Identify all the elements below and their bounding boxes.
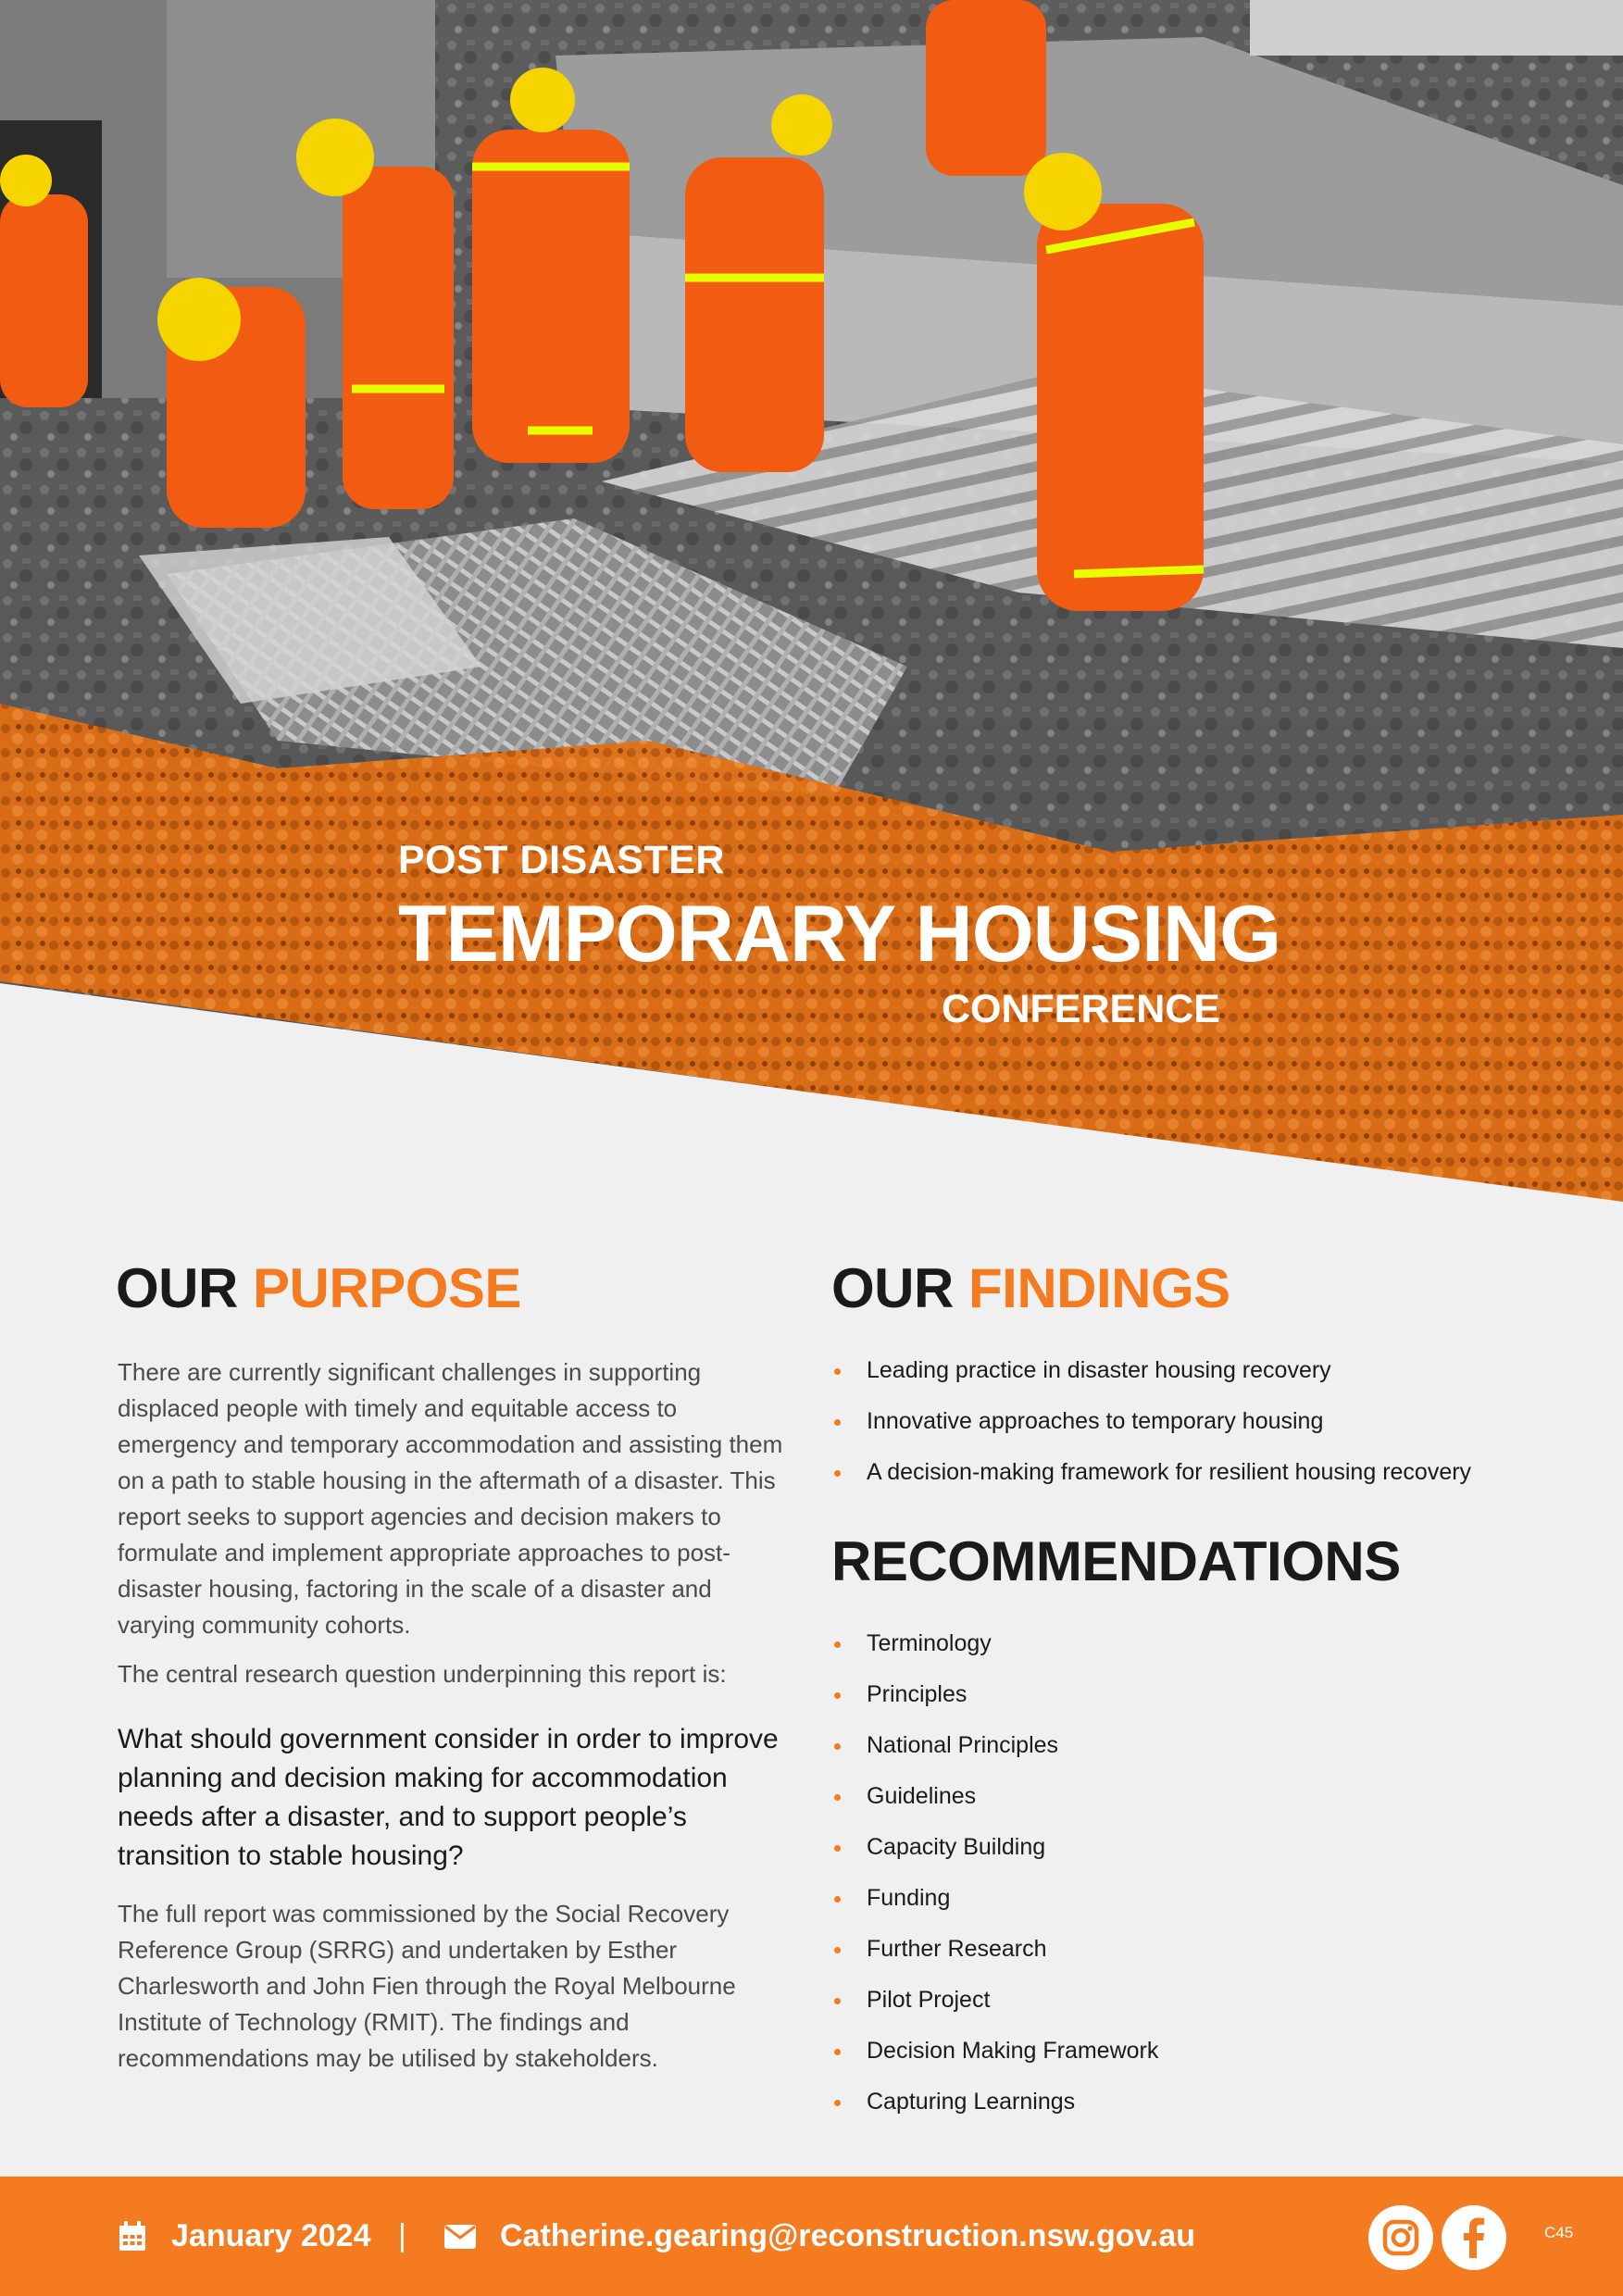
purpose-heading — [116, 1256, 521, 1320]
list-item: A decision-making framework for resilient housing recovery — [831, 1447, 1535, 1498]
footer-separator: | — [398, 2218, 406, 2253]
research-question: What should government consider in order to improve planning and decision making for accommodation needs after a disaster, and to support people’s transition to stable housing? — [118, 1724, 779, 1871]
list-item: Leading practice in disaster housing recovery — [831, 1345, 1535, 1396]
findings-list — [831, 1345, 1535, 1498]
purpose-heading-a: OUR — [116, 1257, 238, 1319]
footer-date — [118, 2177, 371, 2296]
envelope-icon — [444, 2225, 476, 2249]
footer-date-text: January 2024 — [171, 2218, 371, 2253]
calendar-icon — [118, 2221, 147, 2252]
recommendations-list — [831, 1618, 1535, 2128]
hero-title-block — [398, 838, 1280, 1032]
instagram-button[interactable] — [1368, 2205, 1433, 2270]
list-item: Funding — [831, 1873, 1535, 1924]
recommendations-heading: RECOMMENDATIONS — [831, 1530, 1401, 1592]
list-item: Further Research — [831, 1924, 1535, 1975]
findings-heading — [831, 1256, 1230, 1320]
list-item: Decision Making Framework — [831, 2026, 1535, 2077]
purpose-paragraph-2: The central research question underpinning this report is: — [118, 1660, 727, 1688]
list-item: National Principles — [831, 1720, 1535, 1771]
hero-post-title: CONFERENCE — [941, 987, 1220, 1031]
footer-email-link[interactable]: Catherine.gearing@reconstruction.nsw.gov.au — [500, 2218, 1196, 2253]
findings-heading-a: OUR — [831, 1257, 954, 1319]
list-item: Capturing Learnings — [831, 2077, 1535, 2128]
footer-email[interactable] — [444, 2177, 1195, 2296]
instagram-icon — [1382, 2219, 1419, 2256]
list-item: Principles — [831, 1669, 1535, 1720]
list-item: Guidelines — [831, 1771, 1535, 1822]
list-item: Terminology — [831, 1618, 1535, 1669]
purpose-body — [118, 1354, 793, 2090]
facebook-button[interactable] — [1442, 2205, 1506, 2270]
purpose-paragraph-1: There are currently significant challenges in supporting displaced people with timely and equitable access to emergency and temporary accommodation and assisting them on a path to stable housing in the aftermath of a disaster. This report seeks to support agencies and decision makers to formulate and implement appropriate approaches to post-disaster housing, factoring in the scale of a disaster and varying community cohorts. — [118, 1358, 783, 1639]
purpose-paragraph-3: The full report was commissioned by the Social Recovery Reference Group (SRRG) and undertaken by Esther Charlesworth and John Fien through the Royal Melbourne Institute of Technology (RMIT). The findings and recommendations may be utilised by stakeholders. — [118, 1900, 736, 2072]
list-item: Innovative approaches to temporary housing — [831, 1396, 1535, 1447]
list-item: Capacity Building — [831, 1822, 1535, 1873]
purpose-heading-b: PURPOSE — [253, 1257, 521, 1319]
document-code: C45 — [1544, 2224, 1574, 2241]
hero-pre-title: POST DISASTER — [398, 838, 725, 882]
facebook-icon — [1455, 2217, 1492, 2258]
list-item: Pilot Project — [831, 1975, 1535, 2026]
hero-title: TEMPORARY HOUSING — [398, 890, 1280, 979]
findings-heading-b: FINDINGS — [968, 1257, 1230, 1319]
